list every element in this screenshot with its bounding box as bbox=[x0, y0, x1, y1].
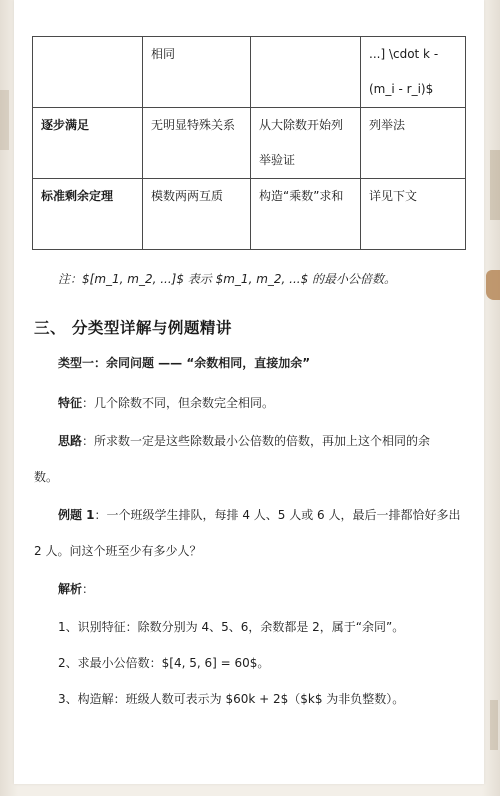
table-cell: 相同 bbox=[143, 37, 251, 108]
table-footnote: 注：$[m_1, m_2, ...]$ 表示 $m_1, m_2, ...$ 的最小公倍数。 bbox=[58, 272, 397, 286]
table-row bbox=[33, 179, 466, 250]
decorative-brush-stroke bbox=[486, 270, 500, 300]
table-cell: 无明显特殊关系 bbox=[143, 108, 251, 179]
example-paragraph bbox=[58, 505, 461, 525]
idea-text: ：所求数一定是这些除数最小公倍数的倍数，再加上这个相同的余 bbox=[82, 434, 431, 448]
table-cell: ...] \cdot k - (m_i - r_i)$ bbox=[361, 37, 466, 108]
table-cell bbox=[251, 37, 361, 108]
decorative-brush-stroke bbox=[490, 700, 498, 750]
table-cell: 详见下文 bbox=[361, 179, 466, 250]
table-row bbox=[33, 37, 466, 108]
analysis-heading bbox=[58, 579, 94, 599]
table-cell: 构造“乘数”求和 bbox=[251, 179, 361, 250]
decorative-brush-stroke bbox=[490, 150, 500, 220]
analysis-step: 2、求最小公倍数：$[4, 5, 6] = 60$。 bbox=[58, 656, 270, 670]
section-title: 三、 分类型详解与例题精讲 bbox=[34, 319, 232, 337]
table-cell: 逐步满足 bbox=[33, 108, 143, 179]
table-cell: 从大除数开始列举验证 bbox=[251, 108, 361, 179]
table-cell: 标准剩余定理 bbox=[33, 179, 143, 250]
analysis-label: 解析 bbox=[58, 582, 83, 596]
idea-paragraph bbox=[58, 431, 430, 451]
example-label: 例题 1 bbox=[58, 508, 95, 522]
table-cell: 模数两两互质 bbox=[143, 179, 251, 250]
example-text: ：一个班级学生排队，每排 4 人、5 人或 6 人，最后一排都恰好多出 bbox=[94, 508, 461, 522]
feature-label: 特征 bbox=[58, 396, 83, 410]
feature-paragraph bbox=[58, 393, 274, 413]
analysis-step: 3、构造解：班级人数可表示为 $60k + 2$（$k$ 为非负整数）。 bbox=[58, 692, 405, 706]
idea-text-continued: 数。 bbox=[34, 470, 59, 484]
type-heading: 类型一：余同问题 —— “余数相同，直接加余” bbox=[58, 356, 311, 370]
table-row bbox=[33, 108, 466, 179]
decorative-brush-stroke bbox=[0, 90, 9, 150]
table-cell: 列举法 bbox=[361, 108, 466, 179]
feature-text: ：几个除数不同，但余数完全相同。 bbox=[82, 396, 275, 410]
table-cell bbox=[33, 37, 143, 108]
analysis-step: 1、识别特征：除数分别为 4、5、6，余数都是 2，属于“余同”。 bbox=[58, 620, 405, 634]
example-text-continued: 2 人。问这个班至少有多少人？ bbox=[34, 544, 202, 558]
method-table bbox=[32, 36, 466, 250]
idea-label: 思路 bbox=[58, 434, 83, 448]
analysis-colon: ： bbox=[82, 582, 95, 596]
